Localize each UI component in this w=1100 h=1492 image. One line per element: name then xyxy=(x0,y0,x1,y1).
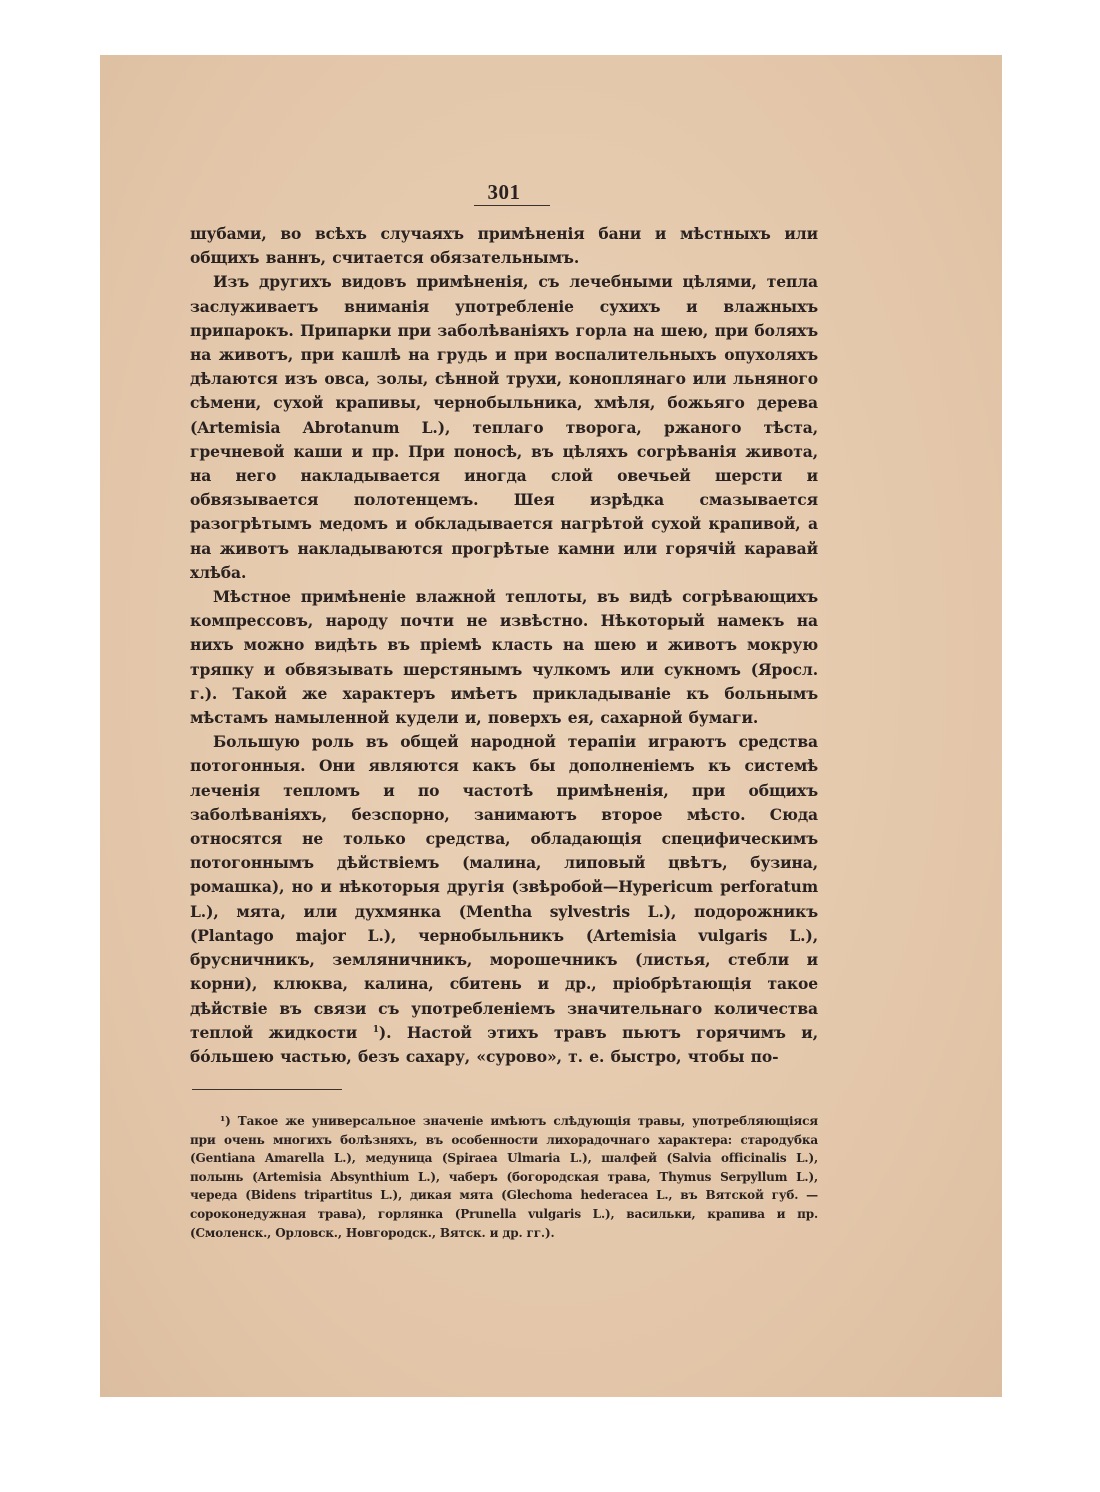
paragraph-compresses: Мѣстное примѣненіе влажной теплоты, въ видѣ согрѣвающихъ компрессовъ, народу почти не извѣстно. Нѣкоторый намекъ на нихъ можно видѣть въ пріемѣ класть на шею и животъ мокрую тряпку и обвязывать шерстянымъ чулкомъ или сукномъ (Яросл. г.). Такой же характеръ имѣетъ прикладываніе къ больнымъ мѣстамъ намыленной кудели и, поверхъ ея, сахарной бумаги. xyxy=(190,587,818,728)
paragraph-continuation: шубами, во всѣхъ случаяхъ примѣненія бани и мѣстныхъ или общихъ ваннъ, считается обязательнымъ. xyxy=(190,224,818,268)
page-number-underline xyxy=(474,205,550,206)
body-text xyxy=(190,222,818,1069)
footnote-reference: 1 xyxy=(372,1024,379,1035)
paragraph-diaphoretics xyxy=(190,730,818,1069)
footnote-paragraph xyxy=(190,1112,818,1242)
footnote-marker: ¹) xyxy=(220,1114,231,1129)
paragraph-diaphoretics-text: Большую роль въ общей народной терапіи играютъ средства потогонныя. Они являются какъ бы дополненіемъ къ системѣ леченія тепломъ и по частотѣ примѣненія, при общихъ заболѣваніяхъ, безспорно, занимаютъ второе мѣсто. Сюда относятся не только средства, обладающія специфическимъ потогоннымъ дѣйствіемъ (малина, липовый цвѣтъ, бузина, ромашка), но и нѣкоторыя другія (звѣробой—Hypericum perforatum L.), мята, или духмянка (Mentha sylvestris L.), подорожникъ (Plantago major L.), чернобыльникъ (Artemisia vulgaris L.), брусничникъ, земляничникъ, морошечникъ (листья, стебли и корни), клюква, калина, сбитень и др., пріобрѣтающія такое дѣйствіе въ связи съ употребленіемъ значительнаго количества теплой жидкости xyxy=(190,732,818,1042)
page-number: 301 xyxy=(487,180,521,204)
footnote-divider xyxy=(192,1089,342,1090)
book-page xyxy=(190,180,818,1242)
footnote-text: Такое же универсальное значеніе имѣютъ слѣдующія травы, употребляющіяся при очень многихъ болѣзняхъ, въ особенности лихорадочнаго характера: стародубка (Gentiana Amarella L.), медуница (Spiraea Ulmaria L.), шалфей (Salvia officinalis L.), полынь (Artemisia Absynthium L.), чаберъ (богородская трава, Thymus Serpyllum L.), череда (Bidens tripartitus L.), дикая мята (Glechoma hederacea L., въ Вятской губ. — сороконедужная трава), горлянка (Prunella vulgaris L.), васильки, крапива и пр. (Смоленск., Орловск., Новгородск., Вятск. и др. гг.). xyxy=(190,1114,819,1240)
footnote xyxy=(190,1112,818,1242)
paragraph-poultices: Изъ другихъ видовъ примѣненія, съ лечебными цѣлями, тепла заслуживаетъ вниманія употребленіе сухихъ и влажныхъ припарокъ. Припарки при заболѣваніяхъ горла на шею, при боляхъ на животъ, при кашлѣ на грудь и при воспалительныхъ опухоляхъ дѣлаются изъ овса, золы, сѣнной трухи, коноплянаго или льняного сѣмени, сухой крапивы, чернобыльника, хмѣля, божьяго дерева (Artemisia Abrotanum L.), теплаго творога, ржаного тѣста, гречневой каши и пр. При поносѣ, въ цѣляхъ согрѣванія живота, на него накладывается иногда слой овечьей шерсти и обвязывается полотенцемъ. Шея изрѣдка смазывается разогрѣтымъ медомъ и обкладывается нагрѣтой сухой крапивой, а на животъ накладываются прогрѣтые камни или горячій каравай хлѣба. xyxy=(190,272,818,582)
paragraph-diaphoretics-tail: ). Настой этихъ травъ пьютъ горячимъ и, бóльшею частью, безъ сахару, «сурово», т. е. быстро, чтобы по- xyxy=(190,1022,818,1066)
